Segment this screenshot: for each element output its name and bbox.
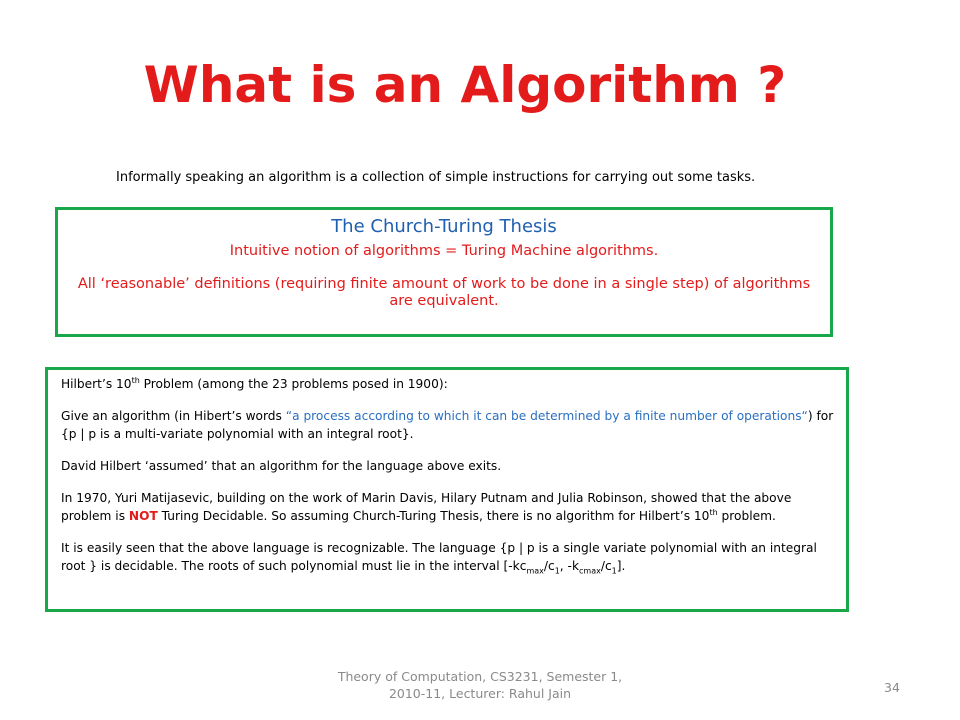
intro-text: Informally speaking an algorithm is a collection of simple instructions for carrying out some tasks.: [116, 170, 756, 185]
thesis-paragraph: All ‘reasonable’ definitions (requiring finite amount of work to be done in a single step) of algorithms are equivalent.: [77, 276, 811, 309]
thesis-heading: The Church-Turing Thesis: [331, 216, 557, 237]
hilbert-paragraph-5: It is easily seen that the above language is recognizable. The language {p | p is a single variate polynomial with an integral root } is decidable. The roots of such polynomial must lie in the interval [$-kc_{max}/c_1$, $-k_{cmax}/c_1$].: [61, 541, 817, 576]
thesis-statement: Intuitive notion of algorithms = Turing Machine algorithms.: [229, 243, 659, 259]
hilbert-quote: “a process according to which it can be determined by a finite number of operations“: [285, 409, 808, 423]
page-number: 34: [884, 680, 900, 695]
hilbert-paragraph-4: In 1970, Yuri Matijasevic, building on the work of Marin Davis, Hilary Putnam and Julia Robinson, showed that the above problem is NOT Turing Decidable. So assuming Church-Turing Thesis, there is no algorithm for Hilbert’s 10th problem.: [61, 491, 792, 523]
not-emphasis: NOT: [128, 509, 158, 523]
hilbert-paragraph-2: Give an algorithm (in Hibert’s words “a process according to which it can be determined by a finite number of operations“) for {p | p is a multi-variate polynomial with an integral root}.: [61, 409, 834, 441]
hilbert-box: [45, 367, 849, 612]
footer-text: Theory of Computation, CS3231, Semester 1, 2010-11, Lecturer: Rahul Jain: [337, 669, 623, 701]
hilbert-paragraph-3: David Hilbert ‘assumed’ that an algorithm for the language above exits.: [61, 459, 502, 473]
slide-title: What is an Algorithm ?: [143, 56, 787, 114]
hilbert-paragraph-1: Hilbert’s 10th Problem (among the 23 problems posed in 1900):: [61, 375, 448, 391]
church-turing-box: [55, 207, 833, 337]
